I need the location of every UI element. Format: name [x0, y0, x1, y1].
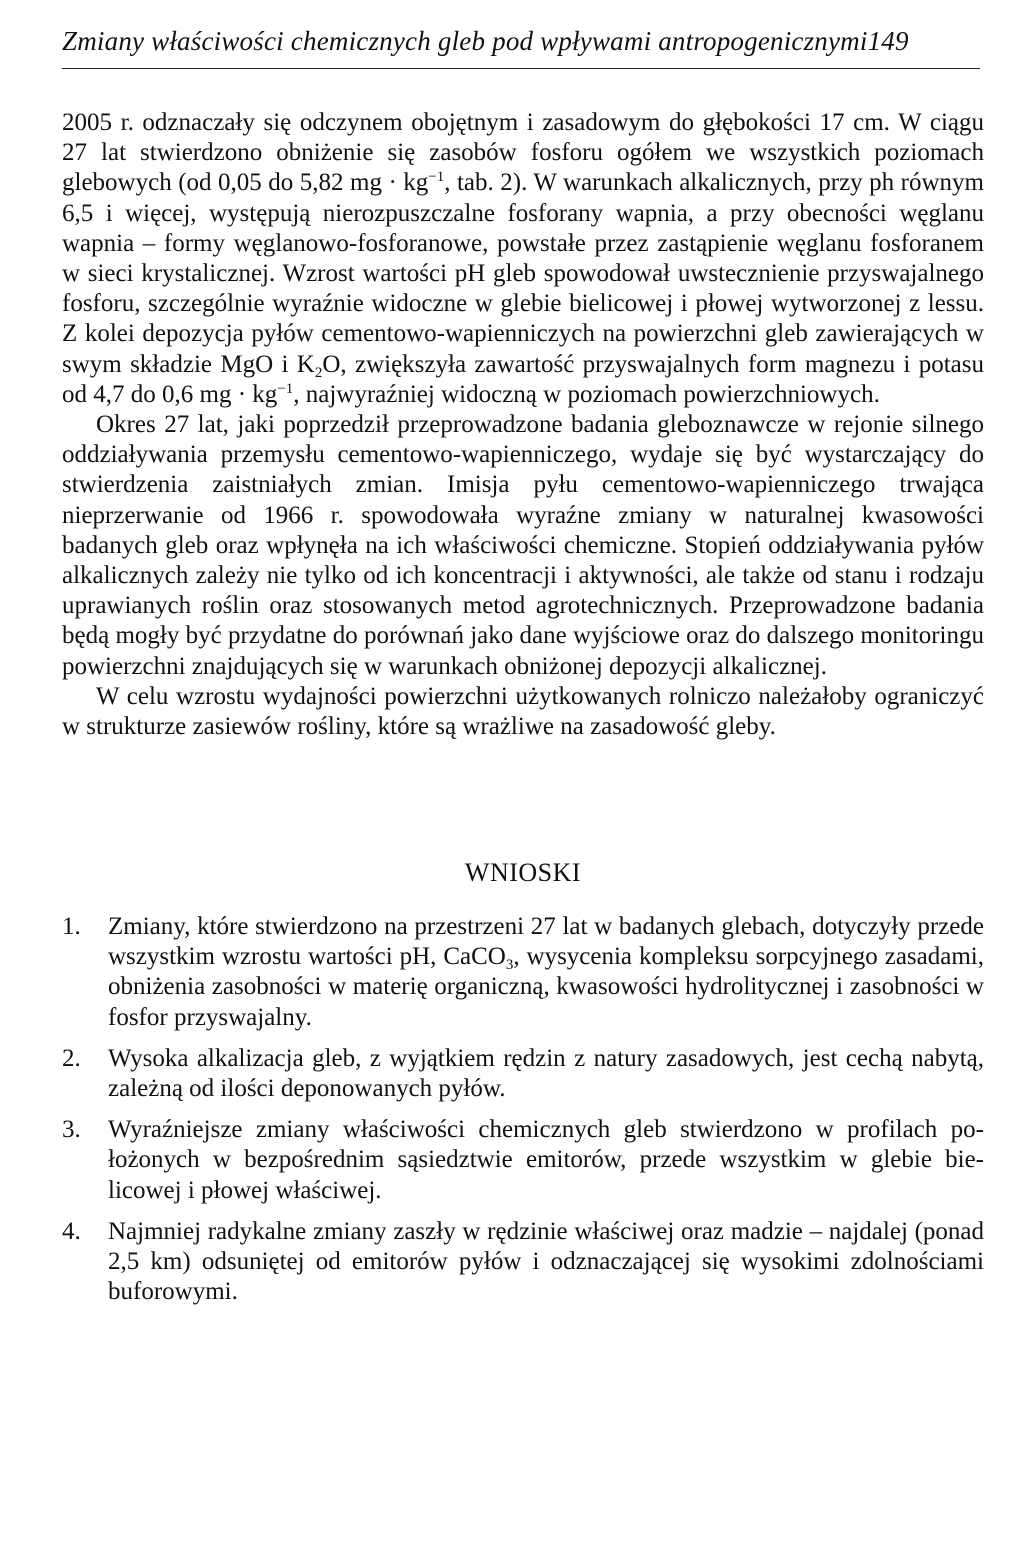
conclusion-text: Najmniej radykalne zmiany zaszły w rędzinie właściwej oraz madzie – najdalej (ponad 2,5 km) odsuniętej od emitorów pyłów i odznaczającej się wysokimi zdolnościami buforowymi. — [108, 1217, 984, 1306]
header-rule — [62, 68, 980, 69]
conclusions-list — [62, 912, 984, 1318]
paragraph-1 — [62, 108, 984, 410]
p1-subscript-b: 2 — [314, 364, 323, 381]
conclusion-number: 2. — [62, 1044, 81, 1072]
paragraph-2: Okres 27 lat, jaki poprzedził przeprowadzone badania gleboznawcze w rejonie silnego oddziaływania przemysłu cementowo-wapienniczego, wydaje się być wystarczający do stwierdzenia zaistniałych zmian. Imisja pyłu cementowo-wapienniczego trwająca nieprzerwanie od 1966 r. spowodowała wyraźne zmiany w naturalnej kwasowości badanych gleb oraz wpłynęła na ich właściwości chemiczne. Stopień oddziaływania pyłów alkalicznych zależy nie tylko od ich koncentracji i aktywności, ale także od stanu i rodzaju uprawianych roślin oraz stosowanych metod agrotechnicznych. Przeprowadzone badania będą mogły być przydatne do porównań jako dane wyjściowe oraz do dalszego monitoringu powierzchni znajdujących się w warunkach obniżonej depozycji alkalicznej. — [62, 411, 984, 680]
conclusion-number: 3. — [62, 1116, 81, 1144]
conclusion-subscript: 3 — [505, 957, 514, 974]
p1-text-d: , najwyraźniej widoczną w poziomach powierzchniowych. — [293, 380, 880, 408]
section-heading-conclusions: WNIOSKI — [464, 858, 582, 887]
body-text — [62, 108, 984, 742]
p1-text-b: , tab. 2). W warunkach alkalicznych, przy ph równym 6,5 i więcej, występują nierozpuszczalne fosforany wapnia, a przy obecności węglanu wapnia – formy węglanowo-fosforanowe, powstałe przez zastąpienie węglanu fosforanem w sieci krystalicznej. Wzrost wartości pH gleb spowodował uwstecznienie przyswajalnego fosforu, szczególnie wyraźnie widoczne w glebie bielicowej i płowej wytworzonej z lessu. Z kolei depozycja pyłów cementowo-wapienniczych na powierzchni gleb zawierających w swym składzie MgO i K — [62, 169, 984, 378]
conclusion-item — [62, 1217, 984, 1308]
conclusion-item — [62, 1115, 984, 1206]
conclusion-item — [62, 1044, 984, 1104]
paragraph-3: W celu wzrostu wydajności powierzchni użytkowanych rolniczo należałoby ograniczyć w strukturze zasiewów rośliny, które są wrażliwe na zasadowość gleby. — [62, 682, 984, 741]
p1-superscript-a: −1 — [428, 169, 445, 186]
conclusion-text: Wyraźniejsze zmiany właściwości chemicznych gleb stwierdzono w profilach położonych w bezpośrednim sąsiedztwie emitorów, przede wszystkim w glebie bielicowej i płowej właściwej. — [108, 1116, 984, 1204]
conclusion-text-a: Zmiany, które stwierdzono na przestrzeni 27 lat w badanych glebach, dotyczyły przede wszystkim wzrostu wartości pH, CaCO — [108, 913, 984, 971]
conclusion-number: 1. — [62, 913, 81, 940]
p1-text-a: 2005 r. odznaczały się odczynem obojętnym i zasadowym do głębokości 17 cm. W ciągu 27 lat stwierdzono obniżenie się zasobów fosforu ogółem we wszystkich poziomach glebowych (od 0,05 do 5,82 mg · kg — [62, 109, 984, 197]
conclusion-text: Wysoka alkalizacja gleb, z wyjątkiem rędzin z natury zasadowych, jest cechą nabytą, zależną od ilości deponowanych pyłów. — [108, 1044, 984, 1103]
running-header: Zmiany właściwości chemicznych gleb pod wpływami antropogenicznymi149 — [62, 26, 909, 56]
conclusion-text-b: , wysycenia kompleksu sorpcyjnego zasadami, obniżenia zasobności w materię organiczną, kwasowości hydrolitycznej i zasobności w fosfor przyswajalny. — [108, 943, 984, 1031]
conclusion-number: 4. — [62, 1217, 81, 1245]
p1-text-c: O, zwiększyła zawartość przyswajalnych form magnezu i potasu od 4,7 do 0,6 mg · kg — [62, 350, 984, 408]
conclusion-item — [62, 912, 984, 1033]
p1-superscript-c: −1 — [277, 380, 294, 397]
